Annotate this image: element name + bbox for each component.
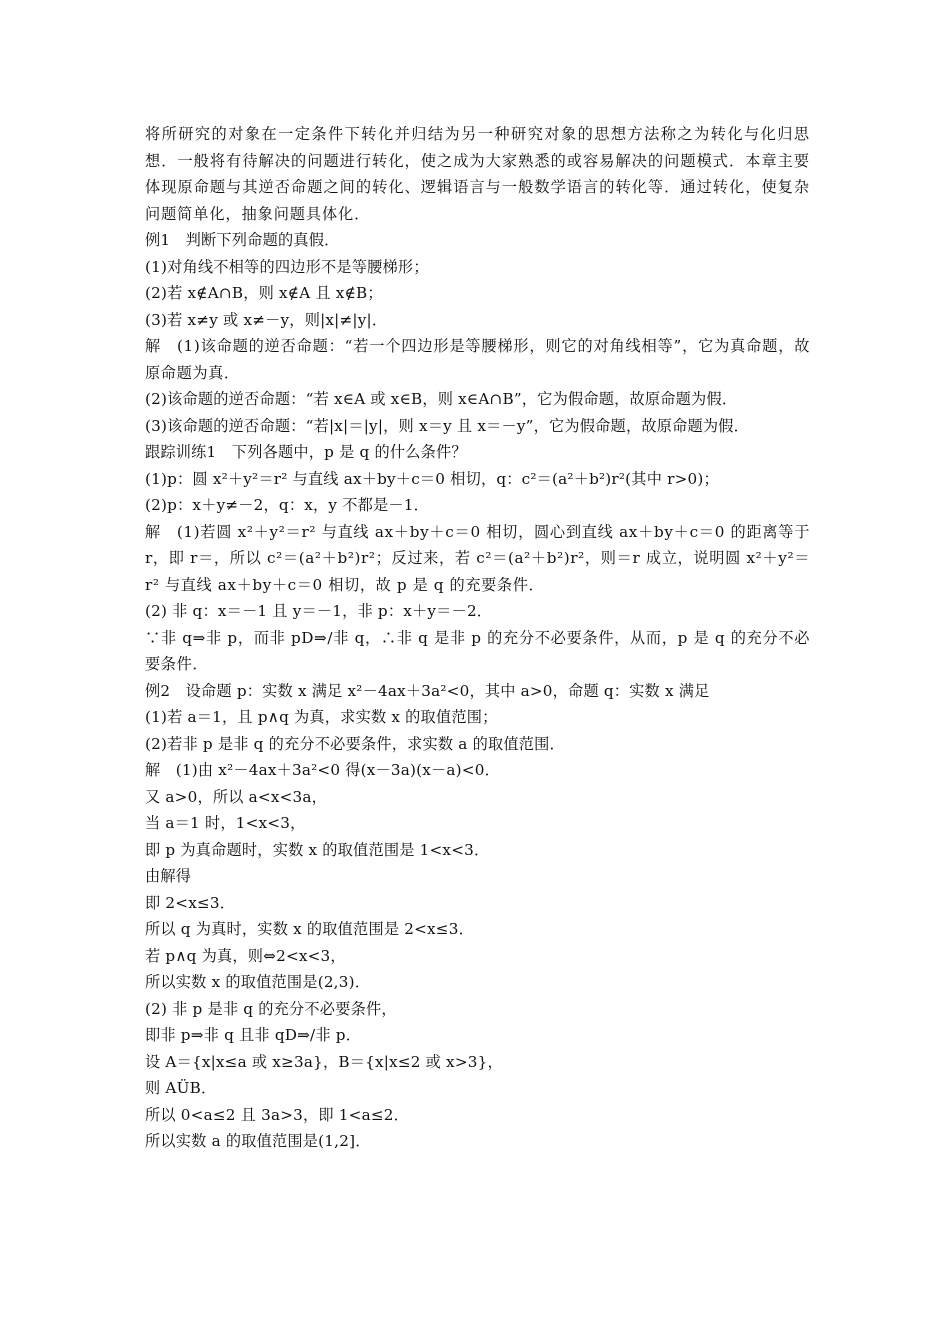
solution-1-part-2: (2)该命题的逆否命题：“若 x∈A 或 x∈B，则 x∈A∩B”，它为假命题，故原命题为假． <box>145 390 738 408</box>
example-2-item-1: (1)若 a＝1，且 p∧q 为真，求实数 x 的取值范围； <box>145 708 498 726</box>
example-1-item-1: (1)对角线不相等的四边形不是等腰梯形； <box>145 257 429 276</box>
solution-2-line: 又 a>0，所以 a<x<3a， <box>145 787 328 806</box>
example-2-item-2: (2)若非 p 是非 q 的充分不必要条件，求实数 a 的取值范围． <box>145 734 565 753</box>
solution-2-line: 即 p 为真命题时，实数 x 的取值范围是 1<x<3． <box>145 840 490 859</box>
solution-2-line: 所以实数 x 的取值范围是(2,3)． <box>145 973 371 991</box>
content-lines <box>145 227 810 1155</box>
example-1-item-2: (2)若 x∉A∩B，则 x∉A 且 x∉B； <box>145 284 383 302</box>
practice-1-heading: 跟踪训练1 下列各题中，p 是 q 的什么条件？ <box>145 443 467 461</box>
solution-2-line: 若 p∧q 为真，则⇔2<x<3， <box>145 946 346 965</box>
document-page <box>145 121 810 1155</box>
solution-1-part-3: (3)该命题的逆否命题：“若|x|＝|y|，则 x＝y 且 x＝－y”，它为假命题，故原命题为假． <box>145 416 750 435</box>
solution-2-line: 则 AÜB． <box>145 1079 217 1097</box>
solution-2-line: 即非 p⇒非 q 且非 qD⇒/非 p． <box>145 1026 362 1044</box>
solution-2-line: 当 a＝1 时，1<x<3， <box>145 814 306 832</box>
intro-paragraph: 将所研究的对象在一定条件下转化并归结为另一种研究对象的思想方法称之为转化与化归思想．一般将有待解决的问题进行转化，使之成为大家熟悉的或容易解决的问题模式．本章主要体现原命题与其逆否命题之间的转化、逻辑语言与一般数学语言的转化等．通过转化，使复杂问题简单化，抽象问题具体化． <box>145 125 810 223</box>
solution-2-line: 解 (1)由 x²－4ax＋3a²<0 得(x－3a)(x－a)<0． <box>145 761 500 779</box>
practice-1-item-1: (1)p：圆 x²＋y²＝r² 与直线 ax＋by＋c＝0 相切，q：c²＝(a²＋b²)r²(其中 r>0)； <box>145 469 719 488</box>
solution-2-line: 所以 q 为真时，实数 x 的取值范围是 2<x≤3． <box>145 920 474 938</box>
solution-2-line: 设 A＝{x|x≤a 或 x≥3a}，B＝{x|x≤2 或 x>3}， <box>145 1052 503 1071</box>
solution-2-line: (2) 非 p 是非 q 的充分不必要条件， <box>145 999 397 1018</box>
solution-2-line: 所以实数 a 的取值范围是(1,2]． <box>145 1132 371 1150</box>
solution-2-line: 由解得 <box>145 867 192 885</box>
solution-2-line: 即 2<x≤3． <box>145 893 236 912</box>
example-1-item-3: (3)若 x≠y 或 x≠－y，则|x|≠|y|． <box>145 310 388 329</box>
solution-1-part-1: 解 (1)该命题的逆否命题：“若一个四边形是等腰梯形，则它的对角线相等”，它为真命题，故原命题为真． <box>145 337 810 382</box>
solution-2-line: 所以 0<a≤2 且 3a>3，即 1<a≤2． <box>145 1105 410 1124</box>
example-1-heading: 例1 判断下列命题的真假． <box>145 231 340 249</box>
practice-solution-conclusion: ∵非 q⇒非 p，而非 pD⇒/非 q，∴非 q 是非 p 的充分不必要条件，从而，p 是 q 的充分不必要条件． <box>145 628 810 673</box>
practice-solution-part-1: 解 (1)若圆 x²＋y²＝r² 与直线 ax＋by＋c＝0 相切，圆心到直线 ax＋by＋c＝0 的距离等于 r，即 r＝，所以 c²＝(a²＋b²)r²；反过来，若 c²＝(a²＋b²)r²，则＝r 成立，说明圆 x²＋y²＝r² 与直线 ax＋by＋c＝0 相切，故 p 是 q 的充要条件． <box>145 522 810 594</box>
practice-1-item-2: (2)p：x＋y≠－2，q：x，y 不都是－1． <box>145 496 429 514</box>
practice-solution-part-2: (2) 非 q：x＝－1 且 y＝－1，非 p：x＋y＝－2． <box>145 602 493 620</box>
example-2-heading: 例2 设命题 p：实数 x 满足 x²－4ax＋3a²<0，其中 a>0，命题 q：实数 x 满足 <box>145 681 710 700</box>
